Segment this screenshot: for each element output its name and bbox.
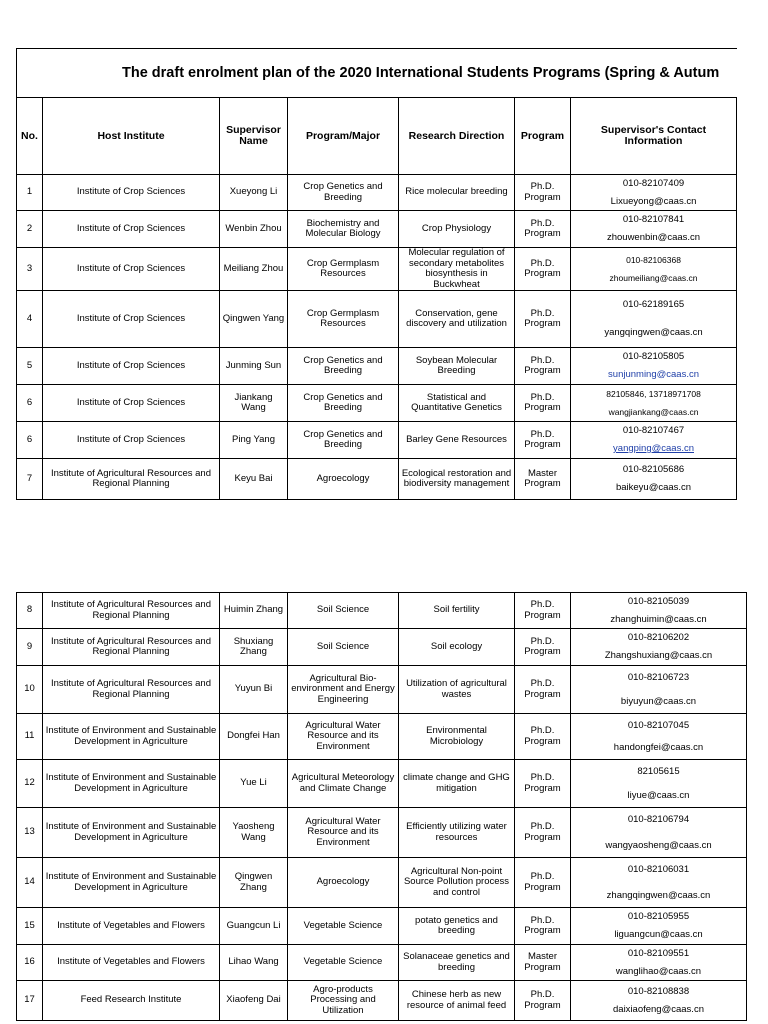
- contact-phone: 010-82107409: [622, 177, 685, 189]
- row-supervisor: Yaosheng Wang: [220, 808, 288, 858]
- row-no: 16: [17, 945, 43, 981]
- contact-email[interactable]: zhouwenbin@caas.cn: [606, 232, 701, 243]
- table-row: [17, 385, 737, 422]
- row-supervisor: Lihao Wang: [220, 945, 288, 981]
- row-supervisor: Ping Yang: [220, 422, 288, 459]
- row-host: Institute of Agricultural Resources and Regional Planning: [43, 593, 220, 629]
- row-host: Institute of Crop Sciences: [43, 248, 220, 291]
- enrolment-table-bottom: [16, 592, 747, 1021]
- row-program: Ph.D. Program: [515, 348, 571, 385]
- table-row: [17, 981, 747, 1021]
- table-row: [17, 760, 747, 808]
- row-no: 9: [17, 629, 43, 666]
- contact-email[interactable]: liyue@caas.cn: [627, 789, 690, 801]
- row-supervisor: Wenbin Zhou: [220, 211, 288, 248]
- row-supervisor: Xueyong Li: [220, 175, 288, 211]
- row-research: Soybean Molecular Breeding: [399, 348, 515, 385]
- row-contact: [571, 248, 737, 291]
- row-research: Crop Physiology: [399, 211, 515, 248]
- row-major: Agricultural Water Resource and its Environment: [288, 714, 399, 760]
- contact-phone: 010-82107467: [622, 425, 685, 436]
- table-row: [17, 211, 737, 248]
- row-host: Institute of Environment and Sustainable Development in Agriculture: [43, 808, 220, 858]
- row-research: Chinese herb as new resource of animal feed: [399, 981, 515, 1021]
- row-contact: [571, 908, 747, 945]
- row-program: Ph.D. Program: [515, 593, 571, 629]
- row-contact: [571, 175, 737, 211]
- row-supervisor: Dongfei Han: [220, 714, 288, 760]
- row-supervisor: Qingwen Zhang: [220, 858, 288, 908]
- contact-email[interactable]: baikeyu@caas.cn: [615, 482, 692, 493]
- row-contact: [571, 760, 747, 808]
- contact-phone: 010-82106031: [627, 863, 690, 875]
- row-major: Vegetable Science: [288, 945, 399, 981]
- row-contact: [571, 348, 737, 385]
- row-research: Molecular regulation of secondary metabolites biosynthesis in Buckwheat: [399, 248, 515, 291]
- row-major: Agroecology: [288, 459, 399, 500]
- row-major: Soil Science: [288, 593, 399, 629]
- contact-phone: 010-82105955: [627, 911, 690, 922]
- table-row: [17, 248, 737, 291]
- row-contact: [571, 211, 737, 248]
- row-no: 15: [17, 908, 43, 945]
- row-contact: [571, 629, 747, 666]
- contact-email[interactable]: yangqingwen@caas.cn: [604, 327, 703, 338]
- row-major: Crop Genetics and Breeding: [288, 175, 399, 211]
- contact-phone: 010-82109551: [627, 947, 690, 959]
- header-contact: Supervisor's Contact Information: [571, 98, 737, 175]
- row-host: Institute of Agricultural Resources and Regional Planning: [43, 629, 220, 666]
- row-supervisor: Meiliang Zhou: [220, 248, 288, 291]
- row-contact: [571, 714, 747, 760]
- contact-phone: 010-82105805: [622, 351, 685, 362]
- table-row: [17, 858, 747, 908]
- row-host: Institute of Environment and Sustainable Development in Agriculture: [43, 858, 220, 908]
- row-program: Ph.D. Program: [515, 908, 571, 945]
- row-host: Institute of Environment and Sustainable Development in Agriculture: [43, 760, 220, 808]
- row-major: Crop Germplasm Resources: [288, 291, 399, 348]
- header-supervisor-name: Supervisor Name: [220, 98, 288, 175]
- row-program: Ph.D. Program: [515, 385, 571, 422]
- table-row: [17, 422, 737, 459]
- row-contact: [571, 385, 737, 422]
- row-research: potato genetics and breeding: [399, 908, 515, 945]
- contact-phone: 010-82107841: [622, 214, 685, 225]
- table-row: [17, 945, 747, 981]
- row-supervisor: Huimin Zhang: [220, 593, 288, 629]
- row-research: Soil ecology: [399, 629, 515, 666]
- contact-email[interactable]: wangyaosheng@caas.cn: [605, 839, 712, 851]
- row-research: Utilization of agricultural wastes: [399, 666, 515, 714]
- header-host-institute: Host Institute: [43, 98, 220, 175]
- row-program: Ph.D. Program: [515, 760, 571, 808]
- table-row: [17, 714, 747, 760]
- row-no: 6: [17, 385, 43, 422]
- row-host: Institute of Crop Sciences: [43, 422, 220, 459]
- row-major: Crop Genetics and Breeding: [288, 385, 399, 422]
- row-no: 4: [17, 291, 43, 348]
- contact-email[interactable]: Lixueyong@caas.cn: [610, 195, 697, 207]
- row-supervisor: Qingwen Yang: [220, 291, 288, 348]
- row-contact: [571, 593, 747, 629]
- row-no: 12: [17, 760, 43, 808]
- row-program: Ph.D. Program: [515, 175, 571, 211]
- row-host: Institute of Crop Sciences: [43, 385, 220, 422]
- document-title: The draft enrolment plan of the 2020 International Students Programs (Spring & Autum: [17, 49, 737, 98]
- header-row: [17, 98, 737, 175]
- table-row: [17, 593, 747, 629]
- contact-phone: 010-82106723: [627, 671, 690, 683]
- row-research: Efficiently utilizing water resources: [399, 808, 515, 858]
- row-major: Vegetable Science: [288, 908, 399, 945]
- row-major: Soil Science: [288, 629, 399, 666]
- row-supervisor: Junming Sun: [220, 348, 288, 385]
- row-no: 14: [17, 858, 43, 908]
- header-program-major: Program/Major: [288, 98, 399, 175]
- row-supervisor: Guangcun Li: [220, 908, 288, 945]
- row-research: Statistical and Quantitative Genetics: [399, 385, 515, 422]
- row-program: Ph.D. Program: [515, 422, 571, 459]
- row-research: Solanaceae genetics and breeding: [399, 945, 515, 981]
- contact-email[interactable]: zhangqingwen@caas.cn: [606, 889, 711, 901]
- row-major: Agroecology: [288, 858, 399, 908]
- row-program: Ph.D. Program: [515, 981, 571, 1021]
- row-contact: [571, 981, 747, 1021]
- row-no: 3: [17, 248, 43, 291]
- table-row: [17, 666, 747, 714]
- table-row: [17, 908, 747, 945]
- row-research: Soil fertility: [399, 593, 515, 629]
- contact-email[interactable]: liguangcun@caas.cn: [614, 929, 703, 940]
- row-program: Master Program: [515, 945, 571, 981]
- row-major: Agricultural Bio-environment and Energy Engineering: [288, 666, 399, 714]
- row-no: 7: [17, 459, 43, 500]
- row-host: Institute of Crop Sciences: [43, 348, 220, 385]
- contact-email[interactable]: handongfei@caas.cn: [613, 741, 704, 753]
- table-row: [17, 348, 737, 385]
- row-host: Institute of Environment and Sustainable Development in Agriculture: [43, 714, 220, 760]
- contact-email[interactable]: Zhangshuxiang@caas.cn: [604, 650, 713, 661]
- row-no: 1: [17, 175, 43, 211]
- row-supervisor: Xiaofeng Dai: [220, 981, 288, 1021]
- contact-phone: 010-62189165: [622, 299, 685, 310]
- row-no: 17: [17, 981, 43, 1021]
- row-no: 5: [17, 348, 43, 385]
- row-contact: [571, 858, 747, 908]
- contact-email-link[interactable]: yangping@caas.cn: [613, 443, 694, 454]
- row-program: Master Program: [515, 459, 571, 500]
- row-major: Agricultural Water Resource and its Environment: [288, 808, 399, 858]
- row-program: Ph.D. Program: [515, 714, 571, 760]
- contact-email-link[interactable]: sunjunming@caas.cn: [608, 369, 700, 380]
- contact-phone: 82105846, 13718971708: [606, 389, 701, 399]
- contact-email[interactable]: zhanghuimin@caas.cn: [610, 613, 707, 625]
- header-research-direction: Research Direction: [399, 98, 515, 175]
- row-no: 10: [17, 666, 43, 714]
- row-supervisor: Jiankang Wang: [220, 385, 288, 422]
- row-program: Ph.D. Program: [515, 211, 571, 248]
- row-research: Ecological restoration and biodiversity management: [399, 459, 515, 500]
- row-major: Crop Genetics and Breeding: [288, 422, 399, 459]
- row-host: Institute of Crop Sciences: [43, 291, 220, 348]
- row-host: Institute of Crop Sciences: [43, 175, 220, 211]
- row-research: Agricultural Non-point Source Pollution process and control: [399, 858, 515, 908]
- table-row: [17, 629, 747, 666]
- row-program: Ph.D. Program: [515, 808, 571, 858]
- row-research: Rice molecular breeding: [399, 175, 515, 211]
- row-program: Ph.D. Program: [515, 248, 571, 291]
- row-program: Ph.D. Program: [515, 291, 571, 348]
- row-no: 6: [17, 422, 43, 459]
- row-major: Agricultural Meteorology and Climate Change: [288, 760, 399, 808]
- row-research: Conservation, gene discovery and utilization: [399, 291, 515, 348]
- contact-phone: 010-82106202: [627, 632, 690, 643]
- row-major: Crop Genetics and Breeding: [288, 348, 399, 385]
- table-row: [17, 175, 737, 211]
- header-no: No.: [17, 98, 43, 175]
- row-contact: [571, 945, 747, 981]
- contact-phone: 010-82106368: [626, 255, 681, 265]
- row-host: Institute of Agricultural Resources and Regional Planning: [43, 666, 220, 714]
- row-research: climate change and GHG mitigation: [399, 760, 515, 808]
- row-host: Feed Research Institute: [43, 981, 220, 1021]
- contact-email[interactable]: zhoumeiliang@caas.cn: [609, 273, 698, 283]
- contact-email[interactable]: wanglihao@caas.cn: [615, 965, 702, 977]
- row-host: Institute of Agricultural Resources and Regional Planning: [43, 459, 220, 500]
- row-program: Ph.D. Program: [515, 666, 571, 714]
- contact-email[interactable]: biyuyun@caas.cn: [620, 695, 697, 707]
- row-host: Institute of Crop Sciences: [43, 211, 220, 248]
- row-program: Ph.D. Program: [515, 629, 571, 666]
- contact-phone: 010-82106794: [627, 813, 690, 825]
- table-row: [17, 459, 737, 500]
- row-supervisor: Yuyun Bi: [220, 666, 288, 714]
- contact-phone: 010-82108838: [627, 985, 690, 997]
- enrolment-table-top: [16, 48, 737, 500]
- row-research: Barley Gene Resources: [399, 422, 515, 459]
- row-research: Environmental Microbiology: [399, 714, 515, 760]
- row-contact: [571, 666, 747, 714]
- row-program: Ph.D. Program: [515, 858, 571, 908]
- row-no: 8: [17, 593, 43, 629]
- row-host: Institute of Vegetables and Flowers: [43, 908, 220, 945]
- row-major: Biochemistry and Molecular Biology: [288, 211, 399, 248]
- row-no: 2: [17, 211, 43, 248]
- header-program: Program: [515, 98, 571, 175]
- row-host: Institute of Vegetables and Flowers: [43, 945, 220, 981]
- contact-phone: 010-82105039: [627, 595, 690, 607]
- row-supervisor: Yue Li: [220, 760, 288, 808]
- table-row: [17, 291, 737, 348]
- row-contact: [571, 422, 737, 459]
- table-row: [17, 808, 747, 858]
- row-contact: [571, 291, 737, 348]
- row-contact: [571, 808, 747, 858]
- row-no: 13: [17, 808, 43, 858]
- contact-phone: 82105615: [637, 765, 680, 777]
- contact-email[interactable]: daixiaofeng@caas.cn: [613, 1003, 704, 1015]
- row-contact: [571, 459, 737, 500]
- row-no: 11: [17, 714, 43, 760]
- row-supervisor: Keyu Bai: [220, 459, 288, 500]
- contact-phone: 010-82107045: [627, 719, 690, 731]
- row-major: Agro-products Processing and Utilization: [288, 981, 399, 1021]
- contact-phone: 010-82105686: [622, 464, 685, 475]
- row-supervisor: Shuxiang Zhang: [220, 629, 288, 666]
- row-major: Crop Germplasm Resources: [288, 248, 399, 291]
- contact-email[interactable]: wangjiankang@caas.cn: [608, 407, 699, 417]
